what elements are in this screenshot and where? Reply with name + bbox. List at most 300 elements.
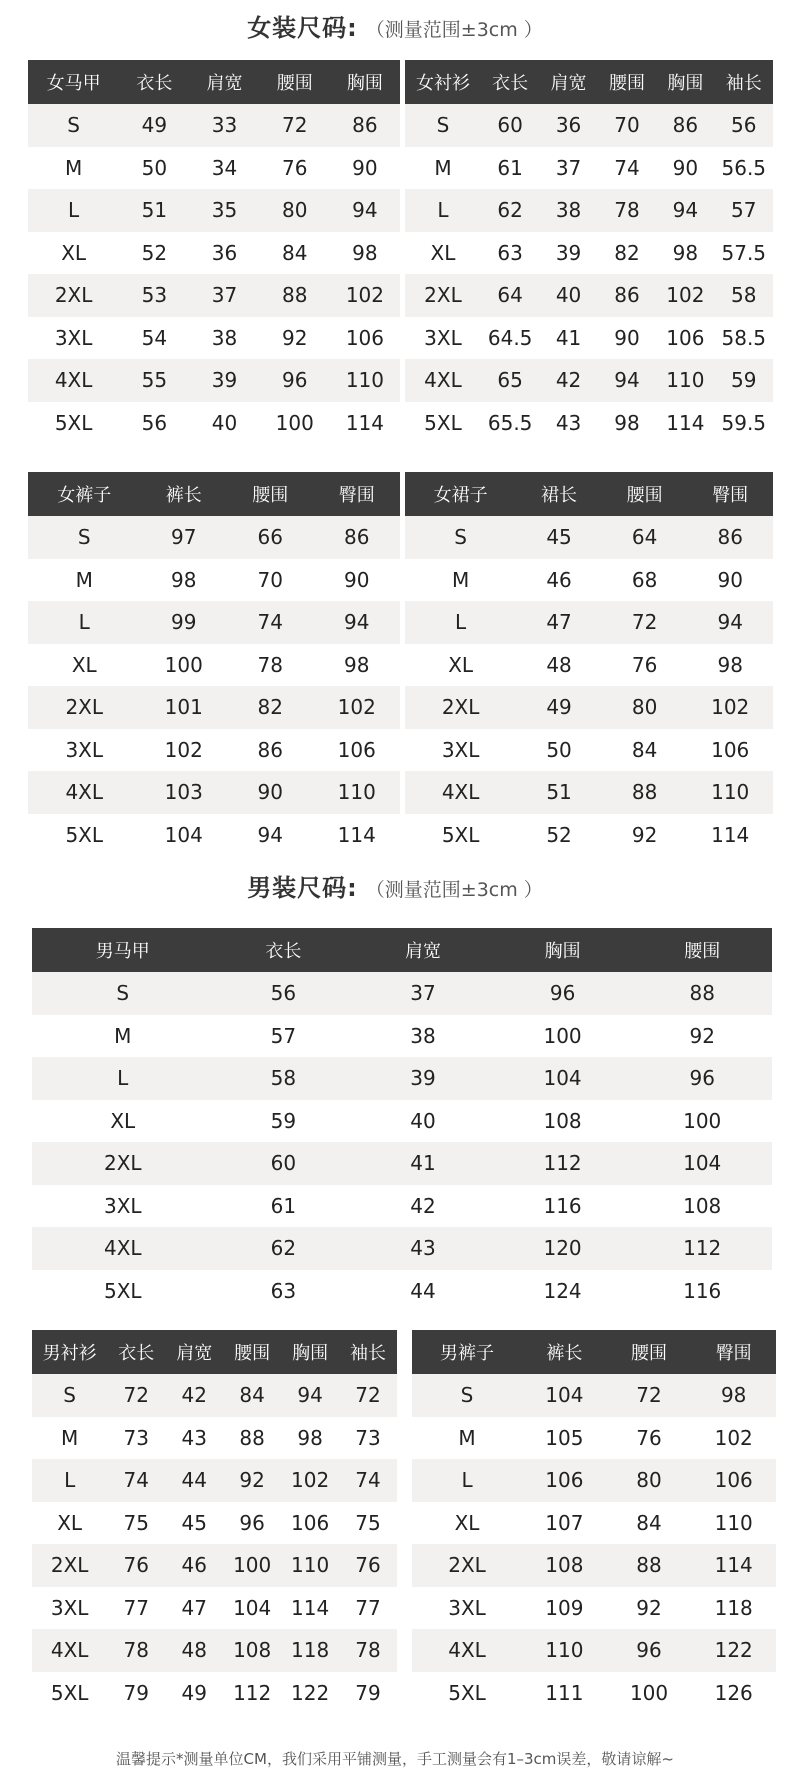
size-label: L xyxy=(64,1468,76,1493)
size-label: 2XL xyxy=(103,1151,142,1176)
measurement-cell: 60 xyxy=(497,113,523,138)
table-row xyxy=(32,1100,772,1143)
measurement-cell: 98 xyxy=(720,1383,747,1408)
measurement-cell: 94 xyxy=(257,822,283,847)
size-label: L xyxy=(437,198,449,223)
table-row xyxy=(28,644,400,687)
table-row xyxy=(412,1459,776,1502)
men-vest-body xyxy=(32,972,772,1312)
measurement-cell: 105 xyxy=(545,1425,584,1450)
table-row xyxy=(405,686,773,729)
women-skirt-body xyxy=(405,516,773,856)
measurement-cell: 118 xyxy=(291,1638,330,1663)
measurement-cell: 86 xyxy=(257,737,283,762)
men-vest-header-row xyxy=(32,928,772,972)
measurement-cell: 51 xyxy=(546,780,572,805)
table-row xyxy=(405,559,773,602)
table-row xyxy=(28,516,400,559)
women-skirt-table xyxy=(405,472,773,856)
measurement-cell: 48 xyxy=(181,1638,207,1663)
table-row xyxy=(32,1544,397,1587)
table-row xyxy=(28,402,400,445)
column-header: 肩宽 xyxy=(404,941,441,962)
measurement-cell: 59 xyxy=(731,368,757,393)
measurement-cell: 88 xyxy=(636,1553,662,1578)
measurement-cell: 78 xyxy=(123,1638,149,1663)
women-heading-main: 女装尺码: xyxy=(247,14,358,42)
measurement-cell: 37 xyxy=(211,283,238,308)
column-header: 腰围 xyxy=(684,941,721,962)
measurement-cell: 50 xyxy=(546,737,572,762)
measurement-cell: 94 xyxy=(672,198,699,223)
measurement-cell: 46 xyxy=(181,1553,207,1578)
measurement-cell: 104 xyxy=(545,1383,584,1408)
measurement-cell: 108 xyxy=(543,1108,582,1133)
measurement-cell: 40 xyxy=(211,410,238,435)
column-header: 臀围 xyxy=(338,485,375,506)
measurement-cell: 84 xyxy=(631,737,658,762)
measurement-cell: 64 xyxy=(497,283,523,308)
measurement-cell: 37 xyxy=(410,981,436,1006)
measurement-cell: 73 xyxy=(355,1425,381,1450)
measurement-cell: 100 xyxy=(275,410,314,435)
size-label: XL xyxy=(448,652,474,677)
measurement-cell: 120 xyxy=(543,1236,582,1261)
measurement-cell: 102 xyxy=(666,283,705,308)
column-header: 男衬衫 xyxy=(42,1343,97,1364)
measurement-cell: 79 xyxy=(123,1680,149,1705)
measurement-cell: 70 xyxy=(614,113,640,138)
size-label: 3XL xyxy=(448,1595,486,1620)
table-row xyxy=(32,1587,397,1630)
measurement-cell: 52 xyxy=(141,240,168,265)
measurement-cell: 114 xyxy=(711,822,750,847)
measurement-cell: 44 xyxy=(410,1278,436,1303)
measurement-cell: 110 xyxy=(545,1638,584,1663)
size-label: M xyxy=(61,1425,79,1450)
column-header: 臀围 xyxy=(715,1343,752,1364)
measurement-cell: 80 xyxy=(281,198,308,223)
table-row xyxy=(412,1502,776,1545)
measurement-cell: 102 xyxy=(164,737,203,762)
measurement-cell: 124 xyxy=(543,1278,582,1303)
table-row xyxy=(28,274,400,317)
column-header: 腰围 xyxy=(276,73,313,94)
size-label: 2XL xyxy=(441,695,480,720)
size-label: XL xyxy=(110,1108,136,1133)
measurement-cell: 63 xyxy=(270,1278,297,1303)
measurement-cell: 39 xyxy=(211,368,238,393)
size-label: 4XL xyxy=(448,1638,486,1663)
table-row xyxy=(32,1142,772,1185)
measurement-cell: 72 xyxy=(631,610,658,635)
measurement-cell: 38 xyxy=(555,198,582,223)
measurement-cell: 38 xyxy=(211,325,238,350)
table-row xyxy=(32,1502,397,1545)
measurement-cell: 80 xyxy=(631,695,658,720)
measurement-cell: 106 xyxy=(711,737,750,762)
column-header: 胸围 xyxy=(346,73,383,94)
measurement-cell: 104 xyxy=(233,1595,272,1620)
measurement-cell: 97 xyxy=(171,525,197,550)
measurement-cell: 118 xyxy=(714,1595,753,1620)
measurement-cell: 34 xyxy=(211,155,238,180)
table-row xyxy=(405,601,773,644)
size-label: 3XL xyxy=(50,1595,89,1620)
column-header: 腰围 xyxy=(631,1343,668,1364)
measurement-cell: 104 xyxy=(543,1066,582,1091)
measurement-cell: 106 xyxy=(337,737,376,762)
table-row xyxy=(405,147,773,190)
size-label: M xyxy=(451,567,470,592)
measurement-cell: 90 xyxy=(717,567,743,592)
measurement-cell: 94 xyxy=(614,368,640,393)
size-label: XL xyxy=(454,1510,480,1535)
men-pants-header-row xyxy=(412,1330,776,1374)
column-header: 臀围 xyxy=(712,485,749,506)
measurement-cell: 102 xyxy=(345,283,384,308)
table-row xyxy=(405,359,773,402)
measurement-cell: 76 xyxy=(123,1553,149,1578)
measurement-cell: 96 xyxy=(636,1638,662,1663)
size-label: 5XL xyxy=(448,1680,486,1705)
measurement-cell: 98 xyxy=(171,567,197,592)
measurement-cell: 61 xyxy=(497,155,523,180)
measurement-cell: 49 xyxy=(546,695,572,720)
measurement-cell: 64 xyxy=(631,525,658,550)
size-label: 4XL xyxy=(424,368,462,393)
measurement-cell: 126 xyxy=(714,1680,753,1705)
measurement-cell: 76 xyxy=(631,652,658,677)
measurement-cell: 102 xyxy=(714,1425,753,1450)
measurement-cell: 54 xyxy=(141,325,168,350)
column-header: 衣长 xyxy=(265,941,302,962)
measurement-cell: 98 xyxy=(672,240,699,265)
measurement-cell: 102 xyxy=(711,695,750,720)
column-header: 衣长 xyxy=(492,73,529,94)
measurement-cell: 45 xyxy=(546,525,572,550)
measurement-cell: 108 xyxy=(545,1553,584,1578)
measurement-cell: 74 xyxy=(355,1468,381,1493)
measurement-cell: 39 xyxy=(555,240,582,265)
measurement-cell: 90 xyxy=(352,155,378,180)
size-label: XL xyxy=(71,652,97,677)
measurement-cell: 57 xyxy=(270,1023,297,1048)
measurement-cell: 96 xyxy=(281,368,308,393)
measurement-cell: 49 xyxy=(181,1680,207,1705)
measurement-cell: 114 xyxy=(666,410,705,435)
size-label: L xyxy=(455,610,467,635)
table-row xyxy=(32,1629,397,1672)
measurement-cell: 41 xyxy=(410,1151,436,1176)
measurement-cell: 92 xyxy=(631,822,658,847)
measurement-cell: 77 xyxy=(123,1595,149,1620)
measurement-cell: 56 xyxy=(270,981,297,1006)
size-label: 3XL xyxy=(424,325,462,350)
measurement-cell: 80 xyxy=(636,1468,662,1493)
measurement-cell: 100 xyxy=(164,652,203,677)
measurement-cell: 106 xyxy=(714,1468,753,1493)
size-label: 4XL xyxy=(103,1236,142,1261)
column-header: 肩宽 xyxy=(176,1343,213,1364)
measurement-cell: 90 xyxy=(614,325,640,350)
measurement-cell: 110 xyxy=(337,780,376,805)
measurement-cell: 70 xyxy=(257,567,283,592)
measurement-cell: 60 xyxy=(270,1151,297,1176)
size-label: 2XL xyxy=(65,695,104,720)
measurement-cell: 43 xyxy=(410,1236,436,1261)
men-shirt-header-row xyxy=(32,1330,397,1374)
measurement-cell: 65.5 xyxy=(487,410,533,435)
measurement-cell: 56 xyxy=(731,113,757,138)
size-label: 5XL xyxy=(54,410,93,435)
measurement-cell: 106 xyxy=(345,325,384,350)
measurement-cell: 74 xyxy=(614,155,640,180)
measurement-cell: 100 xyxy=(629,1680,669,1705)
measurement-cell: 53 xyxy=(141,283,168,308)
measurement-cell: 84 xyxy=(281,240,308,265)
measurement-cell: 35 xyxy=(211,198,238,223)
table-row xyxy=(405,814,773,857)
measurement-cell: 92 xyxy=(636,1595,662,1620)
size-label: 4XL xyxy=(65,780,104,805)
column-header: 女马甲 xyxy=(46,73,101,94)
measurement-cell: 57.5 xyxy=(721,240,767,265)
size-label: 4XL xyxy=(441,780,480,805)
measurement-cell: 106 xyxy=(291,1510,330,1535)
column-header: 胸围 xyxy=(544,941,581,962)
measurement-cell: 98 xyxy=(717,652,743,677)
measurement-cell: 51 xyxy=(141,198,168,223)
table-row xyxy=(32,1417,397,1460)
column-header: 裙长 xyxy=(541,485,578,506)
measurement-cell: 56 xyxy=(141,410,168,435)
table-row xyxy=(28,317,400,360)
size-label: L xyxy=(117,1066,129,1091)
table-row xyxy=(405,317,773,360)
measurement-cell: 88 xyxy=(239,1425,265,1450)
women-pants-table xyxy=(28,472,400,856)
measurement-cell: 74 xyxy=(257,610,283,635)
size-label: S xyxy=(63,1383,76,1408)
women-pants-body xyxy=(28,516,400,856)
column-header: 腰围 xyxy=(252,485,289,506)
table-row xyxy=(405,771,773,814)
measurement-cell: 76 xyxy=(636,1425,662,1450)
measurement-cell: 108 xyxy=(233,1638,272,1663)
table-row xyxy=(32,1185,772,1228)
measurement-cell: 44 xyxy=(181,1468,207,1493)
column-header: 腰围 xyxy=(608,73,645,94)
table-row xyxy=(32,1015,772,1058)
measurement-cell: 110 xyxy=(711,780,750,805)
size-label: S xyxy=(454,525,467,550)
men-shirt-table xyxy=(32,1330,397,1714)
measurement-cell: 94 xyxy=(297,1383,323,1408)
measurement-cell: 47 xyxy=(546,610,572,635)
size-label: M xyxy=(458,1425,476,1450)
measurement-cell: 42 xyxy=(181,1383,207,1408)
measurement-cell: 103 xyxy=(164,780,203,805)
table-row xyxy=(405,516,773,559)
measurement-cell: 110 xyxy=(714,1510,753,1535)
size-label: L xyxy=(78,610,90,635)
table-row xyxy=(405,232,773,275)
measurement-cell: 98 xyxy=(352,240,378,265)
measurement-cell: 62 xyxy=(497,198,523,223)
measurement-cell: 86 xyxy=(672,113,699,138)
measurement-cell: 102 xyxy=(337,695,376,720)
column-header: 胸围 xyxy=(292,1343,329,1364)
men-size-heading xyxy=(0,868,790,903)
measurement-cell: 92 xyxy=(281,325,308,350)
measurement-cell: 90 xyxy=(257,780,283,805)
measurement-cell: 92 xyxy=(689,1023,715,1048)
table-row xyxy=(412,1587,776,1630)
measurement-cell: 110 xyxy=(345,368,384,393)
measurement-cell: 94 xyxy=(717,610,743,635)
measurement-cell: 88 xyxy=(281,283,308,308)
table-row xyxy=(28,104,400,147)
table-row xyxy=(32,1057,772,1100)
size-label: M xyxy=(64,155,83,180)
women-shirt-header-row xyxy=(405,60,773,104)
measurement-cell: 62 xyxy=(270,1236,297,1261)
measurement-cell: 49 xyxy=(141,113,168,138)
column-header: 肩宽 xyxy=(550,73,587,94)
table-row xyxy=(32,1270,772,1313)
measurement-cell: 84 xyxy=(636,1510,662,1535)
size-label: S xyxy=(116,981,130,1006)
measurement-cell: 38 xyxy=(410,1023,436,1048)
table-row xyxy=(28,771,400,814)
table-row xyxy=(412,1672,776,1715)
column-header: 腰围 xyxy=(626,485,663,506)
measurement-cell: 104 xyxy=(683,1151,722,1176)
measurement-cell: 116 xyxy=(683,1278,722,1303)
measurement-cell: 98 xyxy=(614,410,640,435)
measurement-cell: 59.5 xyxy=(721,410,767,435)
size-label: XL xyxy=(57,1510,83,1535)
table-row xyxy=(412,1417,776,1460)
table-row xyxy=(405,189,773,232)
column-header: 男马甲 xyxy=(95,941,150,962)
measurement-cell: 41 xyxy=(555,325,582,350)
measurement-cell: 58 xyxy=(270,1066,297,1091)
measurement-cell: 36 xyxy=(555,113,582,138)
column-header: 男裤子 xyxy=(440,1343,495,1364)
measurement-cell: 68 xyxy=(631,567,658,592)
measurement-cell: 107 xyxy=(545,1510,584,1535)
column-header: 女裙子 xyxy=(433,485,488,506)
size-label: S xyxy=(460,1383,474,1408)
size-label: 2XL xyxy=(448,1553,486,1578)
measurement-cell: 86 xyxy=(614,283,640,308)
size-label: 3XL xyxy=(441,737,480,762)
table-row xyxy=(28,359,400,402)
measurement-cell: 78 xyxy=(355,1638,381,1663)
measurement-cell: 102 xyxy=(291,1468,330,1493)
size-label: 4XL xyxy=(54,368,93,393)
table-row xyxy=(28,729,400,772)
size-label: 5XL xyxy=(424,410,462,435)
men-pants-body xyxy=(412,1374,776,1714)
measurement-cell: 100 xyxy=(233,1553,272,1578)
measurement-cell: 42 xyxy=(410,1193,436,1218)
measurement-cell: 86 xyxy=(344,525,370,550)
measurement-cell: 114 xyxy=(337,822,376,847)
measurement-cell: 78 xyxy=(257,652,283,677)
measurement-cell: 45 xyxy=(181,1510,207,1535)
table-row xyxy=(32,1672,397,1715)
measurement-cell: 78 xyxy=(614,198,640,223)
measurement-cell: 114 xyxy=(345,410,384,435)
column-header: 肩宽 xyxy=(206,73,243,94)
column-header: 女裤子 xyxy=(57,485,112,506)
size-label: XL xyxy=(61,240,87,265)
measurement-cell: 88 xyxy=(689,981,715,1006)
measurement-cell: 82 xyxy=(257,695,283,720)
column-header: 胸围 xyxy=(667,73,704,94)
women-pants-header-row xyxy=(28,472,400,516)
table-row xyxy=(412,1374,776,1417)
measurement-cell: 76 xyxy=(281,155,308,180)
table-row xyxy=(412,1629,776,1672)
men-pants-table xyxy=(412,1330,776,1714)
measurement-cell: 106 xyxy=(666,325,705,350)
measurement-cell: 94 xyxy=(352,198,378,223)
women-shirt-body xyxy=(405,104,773,444)
measurement-cell: 42 xyxy=(555,368,582,393)
measurement-cell: 47 xyxy=(181,1595,207,1620)
size-label: 5XL xyxy=(65,822,104,847)
measurement-cell: 48 xyxy=(546,652,572,677)
measurement-cell: 112 xyxy=(233,1680,272,1705)
size-label: 3XL xyxy=(54,325,93,350)
measurement-cell: 46 xyxy=(546,567,572,592)
size-label: 2XL xyxy=(424,283,462,308)
measurement-cell: 112 xyxy=(543,1151,582,1176)
measurement-cell: 101 xyxy=(164,695,203,720)
measurement-cell: 122 xyxy=(291,1680,330,1705)
column-header: 女衬衫 xyxy=(415,73,470,94)
measurement-cell: 109 xyxy=(545,1595,584,1620)
men-shirt-body xyxy=(32,1374,397,1714)
measurement-cell: 55 xyxy=(141,368,168,393)
measurement-cell: 66 xyxy=(257,525,283,550)
measurement-cell: 122 xyxy=(714,1638,753,1663)
measurement-cell: 72 xyxy=(636,1383,662,1408)
column-header: 袖长 xyxy=(725,73,762,94)
women-vest-header-row xyxy=(28,60,400,104)
measurement-cell: 96 xyxy=(239,1510,265,1535)
measurement-cell: 72 xyxy=(355,1383,381,1408)
measurement-cell: 84 xyxy=(239,1383,265,1408)
size-label: S xyxy=(67,113,80,138)
table-row xyxy=(405,104,773,147)
women-heading-sub: （测量范围±3cm ） xyxy=(365,19,543,41)
size-label: M xyxy=(434,155,452,180)
measurement-cell: 82 xyxy=(614,240,640,265)
table-row xyxy=(28,147,400,190)
measurement-cell: 116 xyxy=(543,1193,582,1218)
men-heading-main: 男装尺码: xyxy=(247,874,358,902)
size-label: M xyxy=(75,567,93,592)
measurement-cell: 90 xyxy=(344,567,370,592)
measurement-cell: 79 xyxy=(355,1680,381,1705)
measurement-cell: 75 xyxy=(123,1510,149,1535)
table-row xyxy=(32,1227,772,1270)
